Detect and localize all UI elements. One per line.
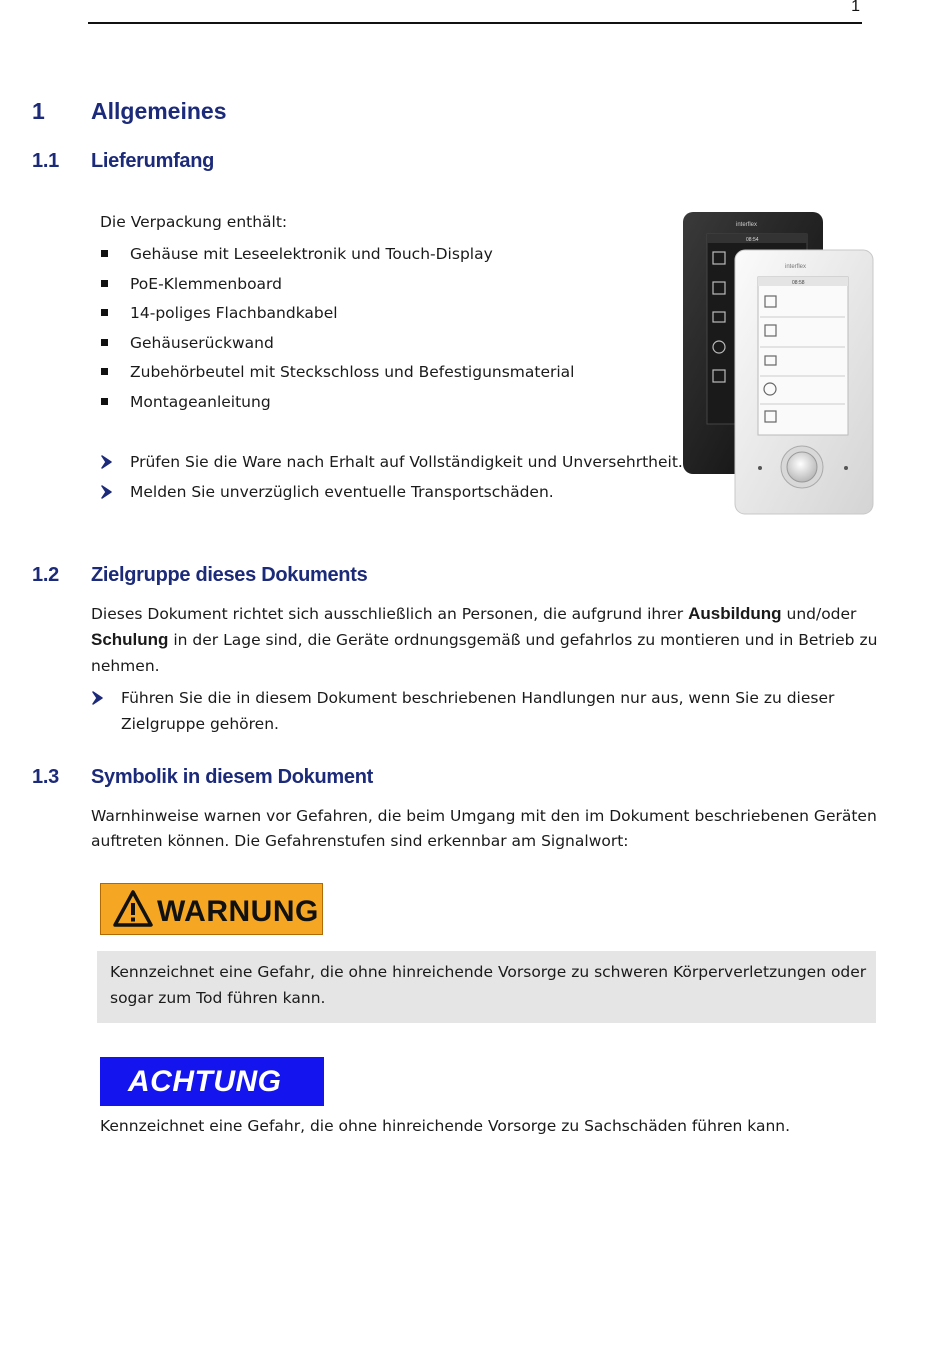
brand-label: interflex (785, 264, 807, 270)
emphasis-ausbildung: Ausbildung (688, 604, 782, 623)
bullet-icon (101, 309, 108, 316)
list-item (0, 329, 680, 359)
section-heading-1 (0, 98, 400, 128)
list-item (0, 270, 680, 300)
list-item-label: 14-poliges Flachbandkabel (130, 304, 338, 322)
list-item (0, 388, 680, 418)
section-number: 1 (32, 98, 45, 124)
achtung-label: ACHTUNG (128, 1065, 282, 1098)
list-item-label: Gehäuse mit Leseelektronik und Touch-Display (130, 245, 493, 263)
list-item (0, 240, 680, 270)
section-heading-1-2 (0, 564, 500, 592)
light-terminal (735, 250, 873, 514)
warnung-description-line-2: sogar zum Tod führen kann. (110, 989, 326, 1007)
chevron-right-icon (92, 691, 108, 705)
header-rule (88, 22, 862, 24)
page-number: 1 (851, 0, 860, 15)
action-step-label: Prüfen Sie die Ware nach Erhalt auf Vollständigkeit und Unversehrtheit. (130, 453, 683, 471)
action-step-label: Melden Sie unverzüglich eventuelle Transportschäden. (130, 483, 554, 501)
warning-triangle-icon (113, 890, 153, 928)
chevron-right-icon (101, 485, 117, 499)
target-group-line-1 (91, 601, 881, 627)
section-title: Symbolik in diesem Dokument (91, 766, 373, 788)
symbolik-line-2: auftreten können. Die Gefahrenstufen sind erkennbar am Signalwort: (91, 832, 629, 850)
section-title: Allgemeines (91, 98, 227, 124)
warnung-sign (100, 883, 323, 935)
delivery-intro: Die Verpackung enthält: (100, 213, 288, 231)
paragraph-text: Dieses Dokument richtet sich ausschließlich an Personen, die aufgrund ihrer (91, 605, 689, 623)
bullet-icon (101, 250, 108, 257)
action-step (0, 449, 683, 479)
clock-label: 08:54 (746, 237, 759, 243)
warnung-description-box (97, 951, 876, 1023)
list-item-label: Zubehörbeutel mit Steckschloss und Befestigunsmaterial (130, 363, 575, 381)
warnung-label: WARNUNG (157, 895, 319, 928)
action-step-label: Führen Sie die in diesem Dokument beschriebenen Handlungen nur aus, wenn Sie zu dieser (121, 689, 835, 707)
chevron-right-icon (101, 455, 117, 469)
bullet-icon (101, 368, 108, 375)
emphasis-schulung: Schulung (91, 630, 169, 649)
list-item-label: Montageanleitung (130, 393, 271, 411)
achtung-description: Kennzeichnet eine Gefahr, die ohne hinreichende Vorsorge zu Sachschäden führen kann. (100, 1117, 791, 1135)
delivery-list (0, 240, 680, 420)
terminal-device-image (680, 210, 875, 516)
brand-label: interflex (736, 222, 758, 228)
bullet-icon (101, 339, 108, 346)
section-number: 1.2 (32, 564, 59, 586)
target-group-line-3: nehmen. (91, 657, 160, 675)
list-item (0, 299, 680, 329)
bullet-icon (101, 280, 108, 287)
action-step (0, 685, 880, 741)
section-heading-1-3 (0, 766, 500, 794)
section-heading-1-1 (0, 150, 400, 178)
bullet-icon (101, 398, 108, 405)
list-item-label: PoE-Klemmenboard (130, 275, 282, 293)
list-item (0, 358, 680, 388)
symbolik-line-1: Warnhinweise warnen vor Gefahren, die beim Umgang mit den im Dokument beschriebenen Geräten (91, 807, 877, 825)
action-step (0, 479, 680, 509)
action-step-label: Zielgruppe gehören. (121, 715, 279, 733)
section-title: Zielgruppe dieses Dokuments (91, 564, 368, 586)
section-number: 1.1 (32, 150, 59, 172)
section-title: Lieferumfang (91, 150, 215, 172)
section-number: 1.3 (32, 766, 59, 788)
warnung-description-line-1: Kennzeichnet eine Gefahr, die ohne hinreichende Vorsorge zu schweren Körperverletzungen oder (110, 963, 867, 981)
achtung-sign (100, 1057, 324, 1106)
target-group-line-2 (91, 627, 881, 653)
paragraph-text: in der Lage sind, die Geräte ordnungsgemäß und gefahrlos zu montieren und in Betrieb zu (168, 631, 878, 649)
paragraph-text: und/oder (781, 605, 857, 623)
clock-label: 08:58 (792, 280, 805, 286)
list-item-label: Gehäuserückwand (130, 334, 274, 352)
